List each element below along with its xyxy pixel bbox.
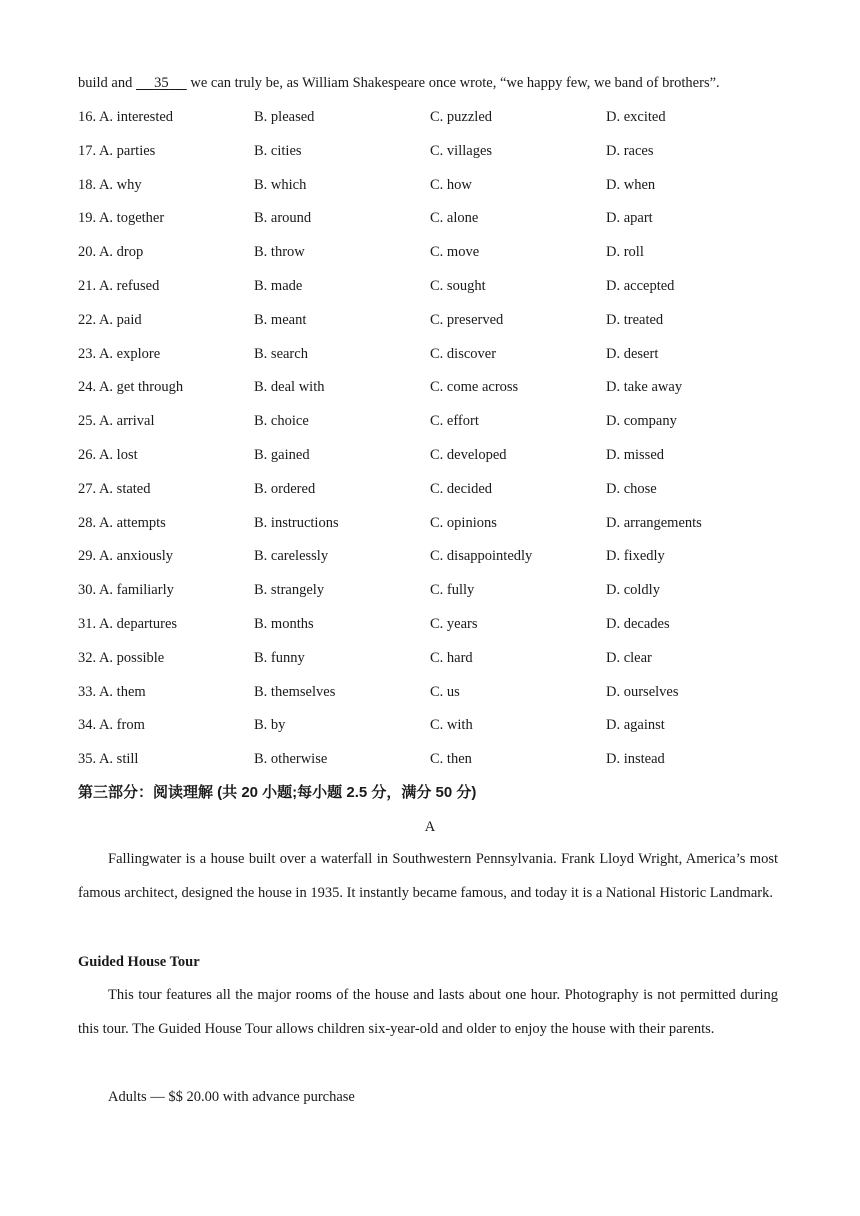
intro-text-after: we can truly be, as William Shakespeare once wrote, “we happy few, we band of brothers”. [186, 75, 720, 91]
option-c: C. alone [430, 210, 479, 227]
option-d: D. ourselves [606, 683, 679, 700]
option-b: B. themselves [254, 683, 336, 700]
question-row [78, 344, 778, 378]
option-a: 34. A. from [78, 717, 145, 734]
question-row [78, 648, 778, 682]
option-d: D. clear [606, 649, 652, 666]
option-a: 33. A. them [78, 683, 146, 700]
option-c: C. opinions [430, 514, 497, 531]
question-row [78, 682, 778, 716]
option-c: C. preserved [430, 311, 504, 328]
option-d: D. missed [606, 446, 664, 463]
option-b: B. throw [254, 244, 305, 261]
option-b: B. made [254, 277, 303, 294]
option-a: 21. A. refused [78, 277, 160, 294]
option-d: D. instead [606, 751, 665, 768]
option-a: 28. A. attempts [78, 514, 166, 531]
option-c: C. sought [430, 277, 486, 294]
question-row [78, 479, 778, 513]
option-d: D. roll [606, 244, 644, 261]
question-row [78, 546, 778, 580]
option-c: C. then [430, 751, 472, 768]
option-d: D. races [606, 142, 654, 159]
option-b: B. strangely [254, 582, 325, 599]
question-row [78, 411, 778, 445]
option-a: 17. A. parties [78, 142, 156, 159]
blank-35: 35 [154, 75, 169, 91]
option-d: D. apart [606, 210, 653, 227]
question-row [78, 749, 778, 783]
option-d: D. take away [606, 379, 683, 396]
option-d: D. excited [606, 109, 666, 125]
question-row [78, 715, 778, 749]
question-row [78, 377, 778, 411]
option-c: C. discover [430, 345, 497, 362]
option-c: C. effort [430, 413, 479, 430]
option-c: C. hard [430, 649, 473, 666]
question-row [78, 107, 778, 141]
passage-subheading: Guided House Tour [78, 954, 200, 970]
option-c: C. villages [430, 142, 493, 159]
intro-line [78, 73, 720, 93]
option-b: B. otherwise [254, 751, 328, 768]
option-b: B. instructions [254, 514, 339, 531]
option-d: D. when [606, 176, 656, 193]
passage-letter: A [424, 819, 436, 835]
option-d: D. against [606, 717, 665, 734]
option-c: C. developed [430, 446, 507, 463]
option-c: C. years [430, 615, 478, 632]
price-line: Adults — $$ 20.00 with advance purchase [108, 1089, 355, 1105]
option-d: D. accepted [606, 277, 675, 294]
option-c: C. decided [430, 480, 493, 497]
option-a: 16. A. interested [78, 109, 174, 125]
question-row [78, 310, 778, 344]
question-row [78, 445, 778, 479]
option-a: 25. A. arrival [78, 413, 155, 430]
option-a: 29. A. anxiously [78, 548, 174, 565]
option-b: B. search [254, 345, 308, 362]
option-a: 18. A. why [78, 176, 142, 193]
option-b: B. months [254, 615, 314, 632]
passage-paragraph-1: Fallingwater is a house built over a waterfall in Southwestern Pennsylvania. Frank Lloyd Wright, America’s most famous architect, designed the house in 1935. It instantly became famous, and today it is a National Historic Landmark. [78, 851, 778, 901]
intro-text-before: build and [78, 75, 136, 91]
option-b: B. cities [254, 142, 302, 159]
option-a: 27. A. stated [78, 480, 151, 497]
option-d: D. chose [606, 480, 657, 497]
option-d: D. company [606, 413, 677, 430]
option-a: 20. A. drop [78, 244, 144, 261]
section-heading: 第三部分：阅读理解 (共 20 小题;每小题 2.5 分，满分 50 分) [78, 784, 477, 801]
option-a: 24. A. get through [78, 379, 184, 396]
option-b: B. funny [254, 649, 305, 666]
option-c: C. disappointedly [430, 548, 533, 565]
option-c: C. move [430, 244, 480, 261]
option-b: B. pleased [254, 109, 315, 125]
option-d: D. treated [606, 311, 664, 328]
question-row [78, 614, 778, 648]
option-d: D. desert [606, 345, 659, 362]
option-b: B. deal with [254, 379, 325, 396]
option-a: 19. A. together [78, 210, 165, 227]
option-a: 22. A. paid [78, 311, 142, 328]
option-c: C. how [430, 176, 472, 193]
question-row [78, 580, 778, 614]
option-b: B. meant [254, 311, 307, 328]
option-a: 32. A. possible [78, 649, 165, 666]
option-c: C. puzzled [430, 109, 493, 125]
option-b: B. carelessly [254, 548, 329, 565]
question-row [78, 208, 778, 242]
option-a: 26. A. lost [78, 446, 138, 463]
question-row [78, 141, 778, 175]
option-b: B. gained [254, 446, 310, 463]
option-b: B. ordered [254, 480, 316, 497]
option-a: 31. A. departures [78, 615, 178, 632]
question-options-list [78, 107, 778, 783]
option-c: C. come across [430, 379, 519, 396]
question-row [78, 175, 778, 209]
question-row [78, 242, 778, 276]
option-d: D. fixedly [606, 548, 665, 565]
option-c: C. with [430, 717, 473, 734]
option-d: D. arrangements [606, 514, 702, 531]
option-b: B. choice [254, 413, 309, 430]
passage-paragraph-2: This tour features all the major rooms of the house and lasts about one hour. Photography is not permitted during this tour. The Guided House Tour allows children six-year-old and older to enjoy the house with their parents. [78, 987, 778, 1037]
option-d: D. coldly [606, 582, 660, 599]
option-c: C. fully [430, 582, 475, 599]
option-a: 23. A. explore [78, 345, 161, 362]
option-d: D. decades [606, 615, 670, 632]
question-row [78, 276, 778, 310]
option-a: 30. A. familiarly [78, 582, 174, 599]
option-b: B. by [254, 717, 286, 734]
option-c: C. us [430, 683, 460, 700]
option-a: 35. A. still [78, 751, 139, 768]
option-b: B. around [254, 210, 312, 227]
option-b: B. which [254, 176, 307, 193]
question-row [78, 513, 778, 547]
